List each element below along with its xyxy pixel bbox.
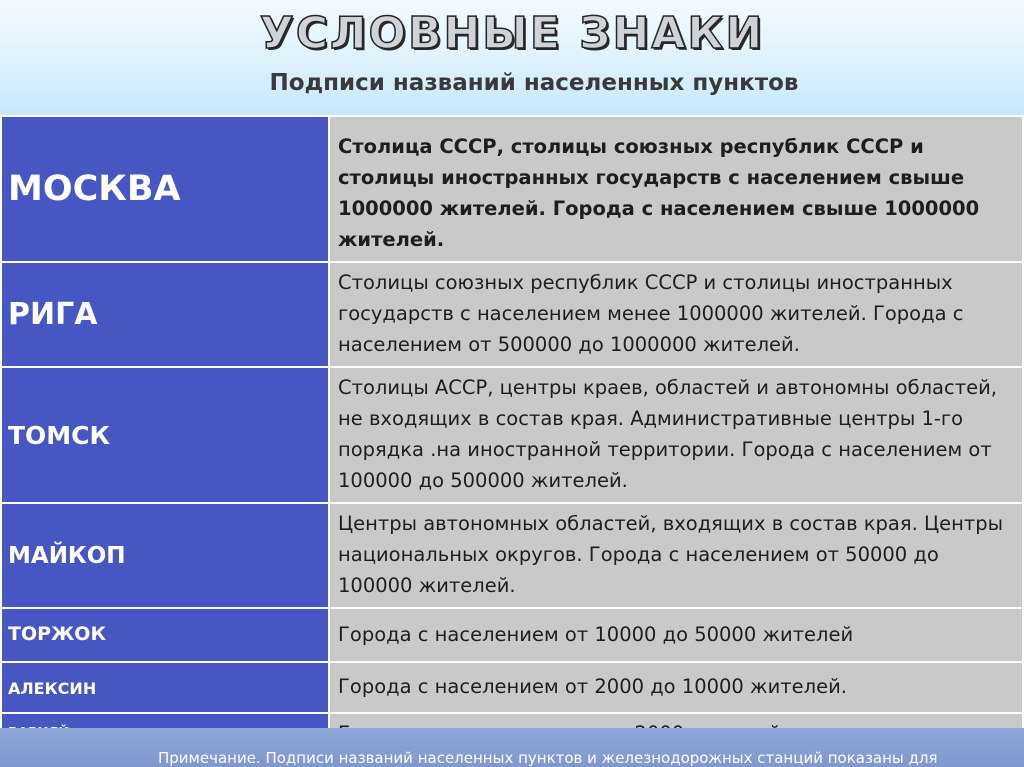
settlement-description: Города с населением от 10000 до 50000 жителей <box>329 608 1023 662</box>
legend-table <box>0 115 1024 757</box>
table-row <box>1 662 1023 713</box>
settlement-label-riga: РИГА <box>1 262 329 367</box>
slide-title: УСЛОВНЫЕ ЗНАКИ <box>259 8 765 59</box>
table-row <box>1 503 1023 608</box>
settlement-description: Центры автономных областей, входящих в состав края. Центры национальных округов. Города с населением от 50000 до 100000 жителей. <box>329 503 1023 608</box>
settlement-description: Столица СССР, столицы союзных республик СССР и столицы иностранных государств с населением свыше 1000000 жителей. Города с населением свыше 1000000 жителей. <box>329 116 1023 262</box>
table-row <box>1 367 1023 503</box>
table-row <box>1 262 1023 367</box>
settlement-label-maykop: МАЙКОП <box>1 503 329 608</box>
table-row <box>1 116 1023 262</box>
settlement-description: Столицы АССР, центры краев, областей и автономны областей, не входящих в состав края. Административные центры 1-го порядка .на иностранной территории. Города с населением от 100000 до 500000 жителей. <box>329 367 1023 503</box>
slide-subtitle: Подписи названий населенных пунктов <box>269 70 799 96</box>
settlement-description: Столицы союзных республик СССР и столицы иностранных государств с населением менее 1000000 жителей. Города с населением от 500000 до 1000000 жителей. <box>329 262 1023 367</box>
table-row <box>1 608 1023 662</box>
slide-header <box>0 0 1024 115</box>
settlement-label-moskva: МОСКВА <box>1 116 329 262</box>
footnote: Примечание. Подписи названий населенных пунктов и железнодорожных станций показаны для <box>158 749 938 767</box>
settlement-description: Города с населением от 2000 до 10000 жителей. <box>329 662 1023 713</box>
settlement-label-aleksin: АЛЕКСИН <box>1 662 329 713</box>
settlement-label-torzhok: ТОРЖОК <box>1 608 329 662</box>
settlement-label-tomsk: ТОМСК <box>1 367 329 503</box>
